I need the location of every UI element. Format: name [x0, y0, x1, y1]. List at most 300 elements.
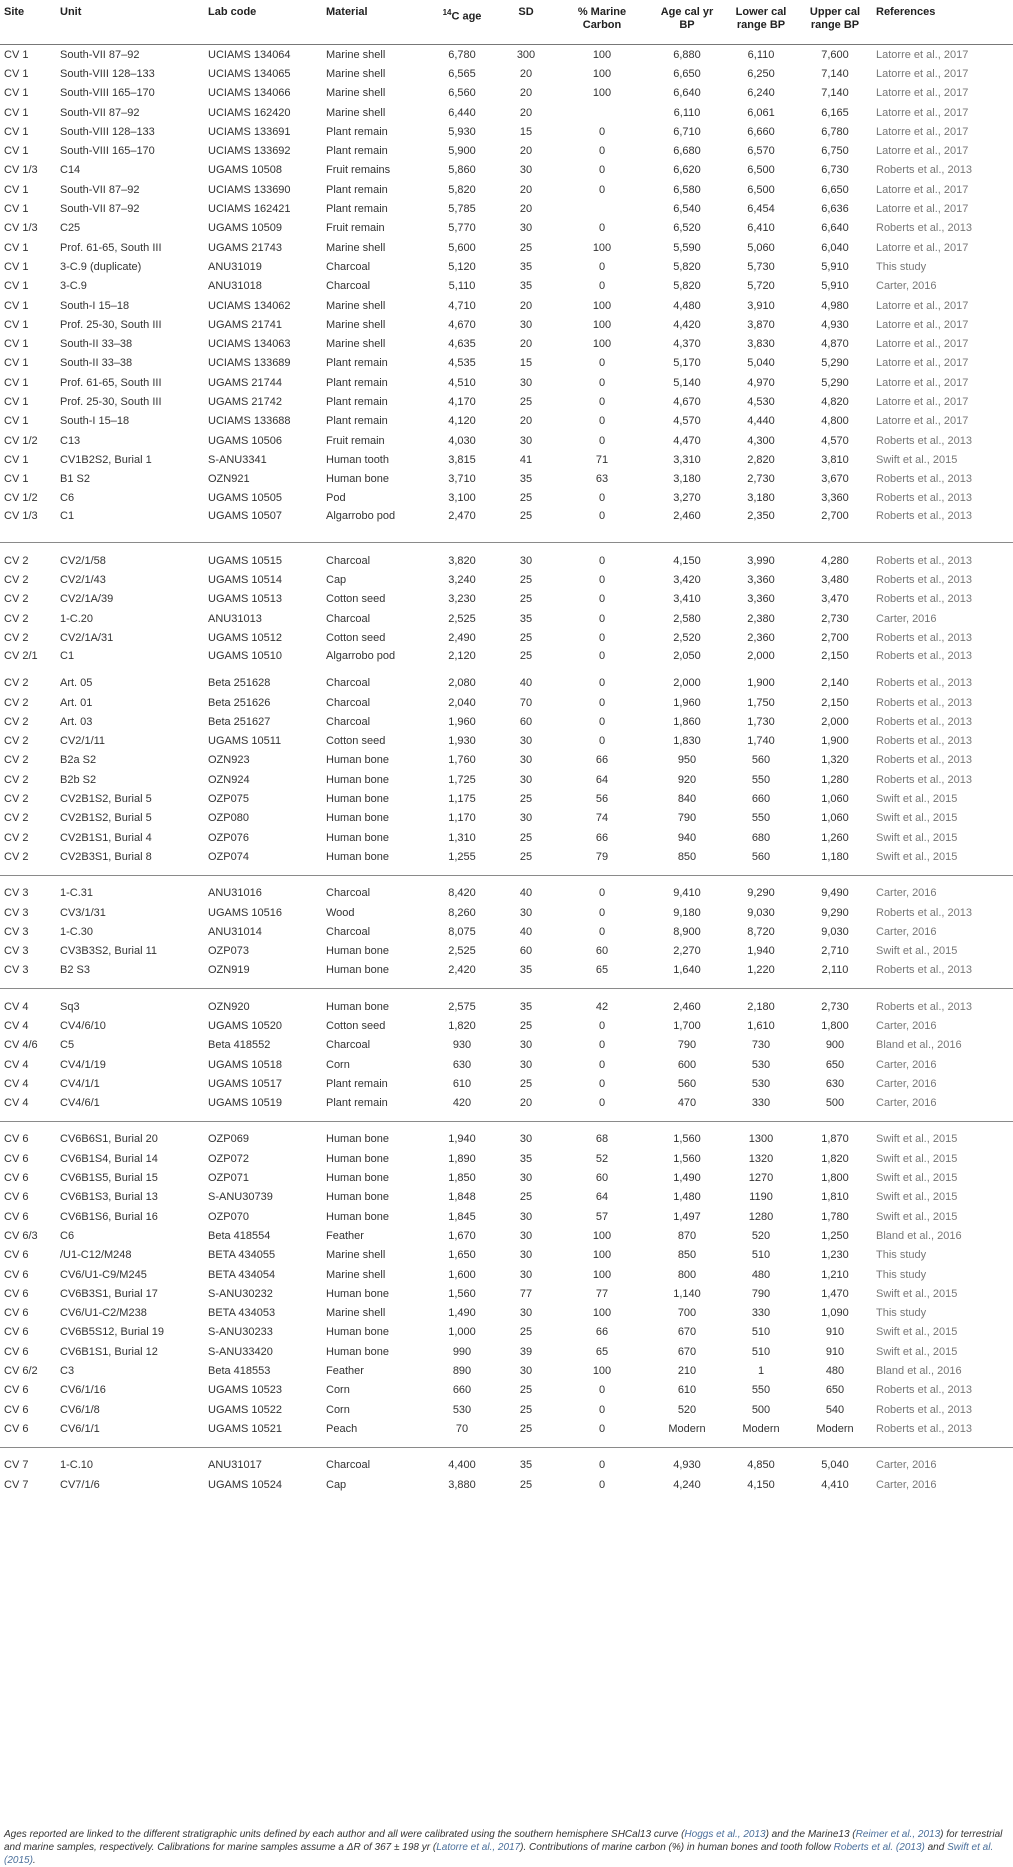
upper-cal-cell: 4,280	[821, 554, 849, 567]
lower-cal-cell: 6,240	[747, 87, 775, 100]
upper-cal-cell: 2,150	[821, 696, 849, 709]
reference-cell: Swift et al., 2015	[876, 1210, 958, 1223]
material-cell: Human tooth	[326, 453, 389, 466]
age-cal-cell: 670	[677, 1345, 697, 1358]
age-cal-cell: 4,670	[673, 395, 701, 408]
upper-cal-cell: 6,750	[821, 145, 849, 158]
c14-age-cell: 1,670	[448, 1229, 476, 1242]
c14-age-cell: 8,260	[448, 906, 476, 919]
material-cell: Charcoal	[326, 260, 371, 273]
sd-cell: 25	[498, 1419, 554, 1447]
sd-cell: 30	[519, 812, 533, 825]
material-cell: Feather	[326, 1365, 364, 1378]
upper-cal-cell: 9,030	[821, 925, 849, 938]
upper-cal-cell: 6,040	[821, 241, 849, 254]
table-row	[0, 1265, 1013, 1284]
table-row	[0, 315, 1013, 334]
lab-code-cell: UCIAMS 133688	[208, 415, 291, 428]
footnote-ref-latorre[interactable]: Latorre et al., 2017	[436, 1842, 521, 1853]
site-cell: CV 6	[4, 1326, 29, 1339]
site-cell: CV 1	[4, 453, 29, 466]
material-cell: Wood	[326, 906, 355, 919]
footnote-ref-hoggs[interactable]: Hoggs et al., 2013	[684, 1829, 766, 1840]
header-sd: SD	[498, 0, 554, 45]
lab-code-cell: UGAMS 10514	[208, 574, 282, 587]
site-cell: CV 1	[4, 67, 29, 80]
age-cal-cell: 850	[650, 847, 724, 875]
marine-carbon-cell: 65	[595, 1345, 609, 1358]
c14-age-cell: 1,255	[426, 847, 498, 875]
reference-cell: Bland et al., 2016	[876, 1229, 962, 1242]
lower-cal-cell: 6,110	[747, 48, 775, 61]
table-row	[0, 847, 1013, 875]
age-cal-cell: 4,420	[673, 318, 701, 331]
material-cell: Marine shell	[326, 338, 386, 351]
sd-cell: 30	[519, 1133, 533, 1146]
marine-carbon-cell: 0	[598, 1077, 606, 1090]
unit-cell: CV6B1S6, Burial 16	[60, 1210, 158, 1223]
site-cell: CV 1/3	[4, 222, 38, 235]
c14-age-cell: 5,900	[448, 145, 476, 158]
reference-cell: Carter, 2016	[872, 1094, 1013, 1122]
age-cal-cell: 210	[677, 1365, 697, 1378]
lab-code-cell: UGAMS 10519	[204, 1094, 322, 1122]
site-cell: CV 1	[4, 145, 29, 158]
c14-age-cell: 890	[452, 1365, 472, 1378]
lower-cal-cell: 1,740	[747, 735, 775, 748]
table-row	[0, 903, 1013, 922]
material-cell: Marine shell	[326, 299, 386, 312]
lab-code-cell: S-ANU30233	[208, 1326, 273, 1339]
lab-code-cell: UGAMS 10517	[208, 1077, 282, 1090]
c14-age-cell: 630	[452, 1058, 472, 1071]
age-cal-cell: 6,110	[673, 106, 701, 119]
material-cell: Human bone	[326, 473, 389, 486]
upper-cal-cell: 9,290	[821, 906, 849, 919]
c14-age-cell: 1,175	[448, 793, 476, 806]
site-cell: CV 1/2	[4, 434, 38, 447]
table-row	[0, 45, 1013, 65]
unit-cell: CV6B1S1, Burial 12	[60, 1345, 158, 1358]
c14-age-cell: 530	[452, 1403, 472, 1416]
age-cal-cell: 9,410	[673, 887, 701, 900]
age-cal-cell: 6,620	[673, 164, 701, 177]
material-cell: Human bone	[326, 754, 389, 767]
material-cell: Human bone	[322, 961, 426, 989]
c14-age-cell: 2,470	[426, 508, 498, 543]
unit-cell: South-VIII 165–170	[60, 145, 155, 158]
table-row	[0, 219, 1013, 238]
material-cell: Marine shell	[326, 48, 386, 61]
marine-carbon-cell: 0	[598, 164, 606, 177]
age-cal-cell: 2,580	[673, 612, 701, 625]
lab-code-cell: ANU31017	[208, 1459, 262, 1472]
upper-cal-cell: 910	[825, 1326, 845, 1339]
table-row	[0, 609, 1013, 628]
sd-cell: 35	[519, 280, 533, 293]
sd-cell: 20	[498, 1094, 554, 1122]
header-c14-age	[426, 0, 498, 45]
c14-age-cell: 4,030	[448, 434, 476, 447]
lab-code-cell: ANU31018	[208, 280, 262, 293]
material-cell: Human bone	[326, 773, 389, 786]
table-row	[0, 789, 1013, 808]
site-cell: CV 2	[4, 735, 29, 748]
footnote-ref-reimer[interactable]: Reimer et al., 2013	[855, 1829, 941, 1840]
age-cal-cell: 790	[677, 812, 697, 825]
marine-carbon-cell: 0	[598, 1039, 606, 1052]
site-cell: CV 6	[4, 1307, 29, 1320]
marine-carbon-cell: 0	[598, 1459, 606, 1472]
header-c14-superscript: 14	[442, 8, 452, 17]
sd-cell: 30	[519, 554, 533, 567]
lab-code-cell: UGAMS 21742	[208, 395, 282, 408]
table-row	[0, 1342, 1013, 1361]
reference-cell: Carter, 2016	[876, 612, 937, 625]
unit-cell: C6	[60, 492, 75, 505]
material-cell: Human bone	[326, 1191, 389, 1204]
marine-carbon-cell: 0	[598, 887, 606, 900]
unit-cell: C3	[60, 1365, 75, 1378]
marine-carbon-cell: 0	[554, 1419, 650, 1447]
age-cal-cell: 6,710	[673, 125, 701, 138]
reference-cell: Roberts et al., 2013	[876, 1000, 973, 1013]
age-cal-cell: 870	[677, 1229, 697, 1242]
unit-cell: 1-C.31	[60, 887, 94, 900]
table-row	[0, 392, 1013, 411]
reference-cell: Swift et al., 2015	[872, 847, 1013, 875]
sd-cell: 20	[519, 203, 533, 216]
lower-cal-cell: 4,440	[747, 415, 775, 428]
unit-cell: CV2B1S1, Burial 4	[60, 831, 152, 844]
upper-cal-cell: 4,870	[821, 338, 849, 351]
c14-age-cell: 610	[452, 1077, 472, 1090]
unit-cell: CV2B3S1, Burial 8	[56, 847, 204, 875]
upper-cal-cell: 3,360	[821, 492, 849, 505]
site-cell: CV 2	[4, 593, 29, 606]
material-cell: Marine shell	[326, 318, 386, 331]
c14-age-cell: 4,510	[448, 376, 476, 389]
upper-cal-cell: 630	[825, 1077, 845, 1090]
lower-cal-cell: 4,530	[747, 395, 775, 408]
lower-cal-cell: 1280	[748, 1210, 774, 1223]
c14-age-cell: 1,850	[448, 1172, 476, 1185]
lower-cal-cell: 4,850	[747, 1459, 775, 1472]
table-row	[0, 1400, 1013, 1419]
unit-cell: C1	[56, 508, 204, 543]
lab-code-cell: S-ANU3341	[208, 453, 267, 466]
footnote-text-1: Ages reported are linked to the different stratigraphic units defined by each author and all were calibrated using the southern hemisphere SHCal13 curve (	[4, 1829, 685, 1840]
c14-age-cell: 1,890	[448, 1152, 476, 1165]
age-cal-cell: 950	[677, 754, 697, 767]
footnote-text-5: and	[924, 1842, 948, 1853]
lab-code-cell: UCIAMS 134063	[208, 338, 291, 351]
unit-cell: South-I 15–18	[60, 299, 130, 312]
lower-cal-cell: 2,380	[747, 612, 775, 625]
table-row	[0, 1246, 1013, 1265]
sd-cell: 20	[519, 145, 533, 158]
upper-cal-cell: 2,150	[821, 649, 849, 662]
sd-cell: 15	[519, 357, 533, 370]
unit-cell: CV6B5S12, Burial 19	[60, 1326, 164, 1339]
lower-cal-cell: 4,970	[747, 376, 775, 389]
sd-cell: 35	[498, 961, 554, 989]
marine-carbon-cell: 0	[598, 280, 606, 293]
lower-cal-cell: 510	[751, 1345, 771, 1358]
footnote-ref-swift[interactable]: Swift et al. (2015)	[4, 1842, 994, 1866]
lab-code-cell: ANU31014	[208, 925, 262, 938]
c14-age-cell: 1,650	[448, 1249, 476, 1262]
marine-carbon-cell: 64	[595, 773, 609, 786]
site-cell: CV 2	[4, 773, 29, 786]
lab-code-cell: OZP069	[208, 1133, 249, 1146]
reference-cell: Roberts et al., 2013	[876, 754, 973, 767]
marine-carbon-cell: 0	[598, 554, 606, 567]
upper-cal-cell: 7,140	[821, 87, 849, 100]
table-row	[0, 1323, 1013, 1342]
material-cell: Marine shell	[326, 106, 386, 119]
marine-carbon-cell: 0	[598, 1058, 606, 1071]
reference-cell: Roberts et al., 2013	[876, 1384, 973, 1397]
site-cell: CV 6	[4, 1172, 29, 1185]
reference-cell: Swift et al., 2015	[876, 1345, 958, 1358]
reference-cell: Roberts et al., 2013	[876, 696, 973, 709]
marine-carbon-cell: 100	[592, 1307, 612, 1320]
table-row	[0, 103, 1013, 122]
upper-cal-cell: 1,780	[821, 1210, 849, 1223]
table-row	[0, 1121, 1013, 1149]
marine-carbon-cell: 0	[598, 1384, 606, 1397]
lab-code-cell: OZN920	[208, 1000, 250, 1013]
unit-cell: CV6B1S4, Burial 14	[60, 1152, 158, 1165]
upper-cal-cell: 4,820	[821, 395, 849, 408]
upper-cal-cell: 4,800	[821, 415, 849, 428]
lab-code-cell: UGAMS 10521	[204, 1419, 322, 1447]
lower-cal-cell: 1,610	[747, 1020, 775, 1032]
age-cal-cell: 4,930	[673, 1459, 701, 1472]
marine-carbon-cell: 0	[598, 125, 606, 138]
header-lab-code: Lab code	[204, 0, 322, 45]
sd-cell: 20	[519, 415, 533, 428]
age-cal-cell: 2,520	[673, 631, 701, 644]
material-cell: Algarrobo pod	[322, 508, 426, 543]
unit-cell: CV2/1/58	[60, 554, 106, 567]
marine-carbon-cell: 57	[595, 1210, 609, 1223]
upper-cal-cell: 540	[825, 1403, 845, 1416]
reference-cell: Latorre et al., 2017	[876, 376, 969, 389]
table-row	[0, 373, 1013, 392]
material-cell: Human bone	[326, 945, 389, 958]
material-cell: Cotton seed	[326, 1020, 386, 1032]
upper-cal-cell: 6,636	[821, 203, 849, 216]
unit-cell: South-VIII 128–133	[60, 125, 155, 138]
material-cell: Plant remain	[322, 1094, 426, 1122]
upper-cal-cell: 1,800	[821, 1020, 849, 1032]
reference-cell: Latorre et al., 2017	[876, 415, 969, 428]
lab-code-cell: UCIAMS 133691	[208, 125, 291, 138]
site-cell: CV 3	[4, 887, 29, 900]
reference-cell: Latorre et al., 2017	[876, 395, 969, 408]
c14-age-cell: 1,820	[448, 1020, 476, 1032]
marine-carbon-cell: 0	[598, 376, 606, 389]
material-cell: Marine shell	[326, 1249, 386, 1262]
site-cell: CV 2	[4, 793, 29, 806]
lower-cal-cell: 500	[751, 1403, 771, 1416]
marine-carbon-cell: 0	[598, 696, 606, 709]
c14-age-cell: 4,635	[448, 338, 476, 351]
table-row	[0, 412, 1013, 431]
reference-cell: Swift et al., 2015	[876, 793, 958, 806]
marine-carbon-cell: 0	[598, 415, 606, 428]
c14-age-cell: 5,770	[448, 222, 476, 235]
reference-cell: Roberts et al., 2013	[876, 492, 973, 505]
marine-carbon-cell: 100	[592, 338, 612, 351]
age-cal-cell: 3,270	[673, 492, 701, 505]
c14-age-cell: 4,400	[448, 1459, 476, 1472]
unit-cell: South-II 33–38	[60, 338, 133, 351]
sd-cell: 60	[519, 715, 533, 728]
site-cell: CV 1	[4, 357, 29, 370]
c14-age-cell: 5,120	[448, 260, 476, 273]
age-cal-cell: 5,590	[673, 241, 701, 254]
unit-cell: CV6/1/16	[60, 1384, 106, 1397]
sd-cell: 30	[519, 1229, 533, 1242]
marine-carbon-cell: 0	[598, 574, 606, 587]
table-footnote	[4, 1828, 1009, 1867]
age-cal-cell: 5,820	[673, 260, 701, 273]
age-cal-cell: 2,460	[673, 1000, 701, 1013]
site-cell: CV 1	[4, 87, 29, 100]
c14-age-cell: 2,120	[448, 649, 476, 662]
unit-cell: CV2/1/43	[60, 574, 106, 587]
site-cell: CV 1	[4, 376, 29, 389]
unit-cell: Prof. 25-30, South III	[60, 318, 162, 331]
sd-cell: 20	[519, 338, 533, 351]
sd-cell: 30	[519, 164, 533, 177]
table-row	[0, 257, 1013, 276]
c14-age-cell: 6,440	[448, 106, 476, 119]
table-row	[0, 450, 1013, 469]
c14-age-cell: 4,670	[448, 318, 476, 331]
lower-cal-cell: 560	[724, 847, 798, 875]
sd-cell: 35	[519, 1152, 533, 1165]
table-row	[0, 961, 1013, 989]
c14-age-cell: 1,760	[448, 754, 476, 767]
unit-cell: Prof. 61-65, South III	[60, 376, 162, 389]
sd-cell: 25	[519, 793, 533, 806]
material-cell: Corn	[326, 1403, 350, 1416]
table-row	[0, 674, 1013, 693]
unit-cell: 3-C.9	[60, 280, 87, 293]
footnote-ref-roberts[interactable]: Roberts et al. (2013)	[833, 1842, 925, 1853]
site-cell: CV 1	[4, 106, 29, 119]
c14-age-cell: 1,845	[448, 1210, 476, 1223]
sd-cell: 25	[519, 1191, 533, 1204]
unit-cell: Prof. 25-30, South III	[60, 395, 162, 408]
table-row	[0, 751, 1013, 770]
material-cell: Marine shell	[326, 241, 386, 254]
marine-carbon-cell	[554, 199, 650, 218]
reference-cell: Latorre et al., 2017	[876, 67, 969, 80]
lab-code-cell: OZP073	[208, 945, 249, 958]
sd-cell: 30	[519, 754, 533, 767]
marine-carbon-cell: 0	[598, 260, 606, 273]
sd-cell: 25	[519, 574, 533, 587]
site-cell: CV 1	[4, 280, 29, 293]
marine-carbon-cell: 42	[595, 1000, 609, 1013]
c14-age-cell: 5,600	[448, 241, 476, 254]
lower-cal-cell: 1	[757, 1365, 765, 1378]
reference-cell: Roberts et al., 2013	[876, 164, 973, 177]
lower-cal-cell: 6,500	[747, 164, 775, 177]
site-cell: CV 2	[4, 554, 29, 567]
sd-cell: 40	[519, 677, 533, 690]
age-cal-cell: 1,700	[673, 1020, 701, 1032]
unit-cell: CV3/1/31	[60, 906, 106, 919]
c14-age-cell: 2,525	[448, 612, 476, 625]
c14-age-cell: 8,420	[448, 887, 476, 900]
sd-cell: 30	[519, 1058, 533, 1071]
material-cell: Human bone	[326, 1326, 389, 1339]
sd-cell: 41	[519, 453, 533, 466]
footnote-text-6: .	[32, 1855, 36, 1866]
age-cal-cell: Modern	[650, 1419, 724, 1447]
age-cal-cell: 5,140	[673, 376, 701, 389]
age-cal-cell: 8,900	[673, 925, 701, 938]
reference-cell: Swift et al., 2015	[876, 812, 958, 825]
c14-age-cell: 2,575	[448, 1000, 476, 1013]
unit-cell: C14	[60, 164, 81, 177]
material-cell: Human bone	[326, 1133, 389, 1146]
c14-age-cell: 4,120	[448, 415, 476, 428]
lower-cal-cell: 680	[751, 831, 771, 844]
lower-cal-cell: 1,900	[747, 677, 775, 690]
lab-code-cell: OZP071	[208, 1172, 249, 1185]
upper-cal-cell: 1,810	[821, 1191, 849, 1204]
material-cell: Human bone	[326, 1287, 389, 1300]
reference-cell: Roberts et al., 2013	[876, 715, 973, 728]
table-row	[0, 570, 1013, 589]
upper-cal-cell: 7,140	[821, 67, 849, 80]
reference-cell: Swift et al., 2015	[876, 1191, 958, 1204]
reference-cell: Roberts et al., 2013	[872, 961, 1013, 989]
lab-code-cell: OZN924	[208, 773, 250, 786]
upper-cal-cell: 1,180	[798, 847, 872, 875]
lower-cal-cell: 3,910	[747, 299, 775, 312]
sd-cell: 20	[519, 183, 533, 196]
material-cell: Marine shell	[326, 1307, 386, 1320]
sd-cell: 30	[519, 318, 533, 331]
material-cell: Charcoal	[326, 887, 371, 900]
upper-cal-cell: 2,140	[821, 677, 849, 690]
age-cal-cell: 1,830	[673, 735, 701, 748]
c14-age-cell: 5,930	[448, 125, 476, 138]
reference-cell: This study	[876, 1268, 927, 1281]
material-cell: Human bone	[326, 1152, 389, 1165]
age-cal-cell: 6,650	[673, 67, 701, 80]
age-cal-cell: 9,180	[673, 906, 701, 919]
lab-code-cell: UGAMS 10513	[208, 593, 282, 606]
site-cell: CV 2	[0, 847, 56, 875]
sd-cell: 25	[519, 1326, 533, 1339]
unit-cell: South-II 33–38	[60, 357, 133, 370]
marine-carbon-cell: 100	[592, 299, 612, 312]
site-cell: CV 7	[4, 1478, 29, 1491]
c14-age-cell: 1,560	[448, 1287, 476, 1300]
age-cal-cell: 4,150	[673, 554, 701, 567]
upper-cal-cell: Modern	[798, 1419, 872, 1447]
upper-cal-cell: 6,640	[821, 222, 849, 235]
